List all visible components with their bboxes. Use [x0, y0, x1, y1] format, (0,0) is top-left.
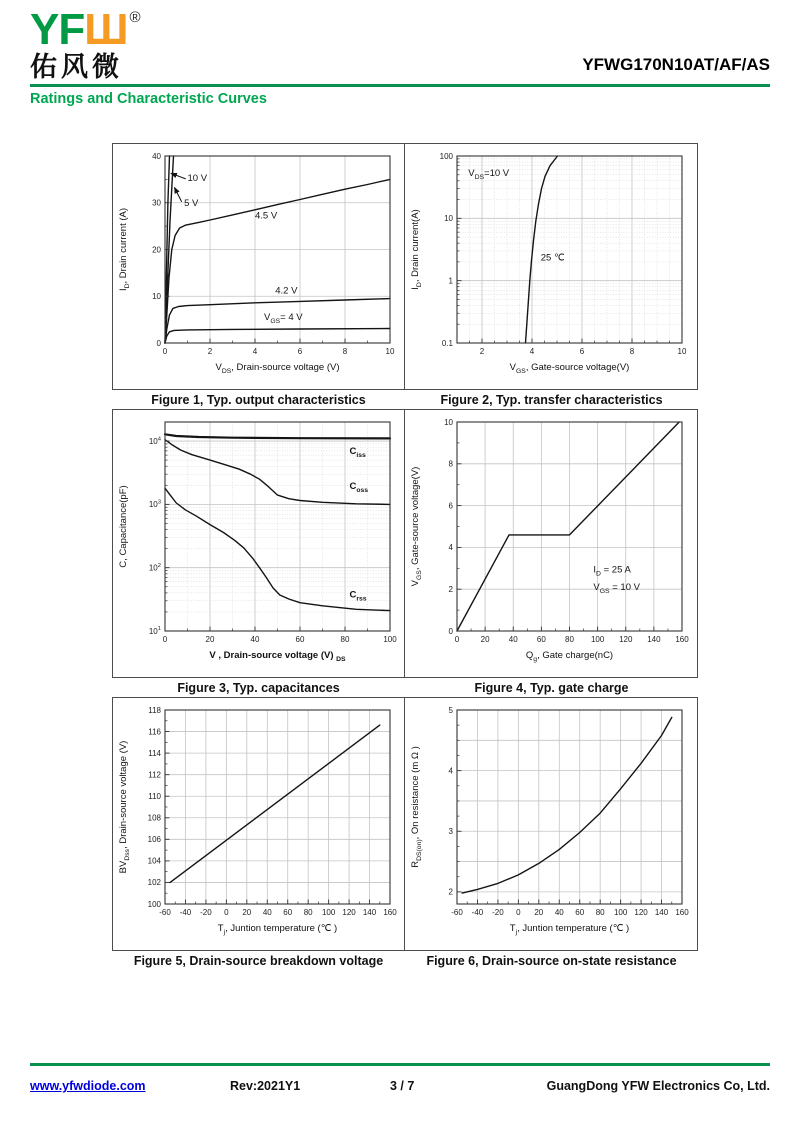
svg-text:114: 114	[148, 748, 161, 758]
figure-row-2	[112, 409, 698, 678]
svg-text:100: 100	[321, 908, 336, 917]
svg-text:104: $10^4$	[148, 436, 161, 446]
svg-text:60: 60	[575, 908, 585, 917]
svg-text:160: 160	[383, 908, 397, 917]
svg-text:10: 10	[385, 347, 395, 356]
svg-text:8: 8	[629, 347, 635, 356]
caption-row-2	[112, 678, 698, 697]
svg-text:20: 20	[242, 908, 252, 917]
company-name: GuangDong YFW Electronics Co, Ltd.	[546, 1079, 770, 1093]
svg-text:VDS=10 V: $V_{DS}=10$ V	[468, 167, 510, 181]
svg-text:100: 100	[590, 635, 605, 644]
svg-text:10: 10	[152, 292, 161, 302]
svg-text:80: 80	[303, 908, 313, 917]
svg-text:140: 140	[647, 635, 661, 644]
logo-yf-text: YF	[30, 5, 85, 54]
svg-text:4: 4	[529, 347, 535, 356]
figure-3-cell	[113, 410, 404, 677]
svg-text:112: 112	[148, 770, 161, 780]
svg-text:120: 120	[619, 635, 633, 644]
svg-text:20: 20	[205, 635, 215, 644]
svg-text:118: 118	[148, 705, 161, 715]
figure-3-caption: Figure 3, Typ. capacitances	[177, 681, 340, 695]
figure-6-chart	[405, 698, 696, 950]
svg-text:C, Capacitance(pF): C, Capacitance(pF)	[118, 485, 129, 568]
svg-text:2: 2	[448, 887, 453, 897]
svg-text:30: 30	[152, 198, 161, 208]
page-number: 3 / 7	[390, 1079, 415, 1093]
svg-text:40: 40	[152, 151, 161, 161]
svg-text:6: 6	[579, 347, 585, 356]
svg-text:ID = 25 A: $I_D = 25$ A	[593, 564, 631, 578]
figure-6-cell	[404, 698, 695, 950]
svg-text:60: 60	[283, 908, 293, 917]
svg-text:60: 60	[295, 635, 305, 644]
svg-text:0: 0	[162, 347, 168, 356]
figure-1-cell	[113, 144, 404, 389]
figure-1-chart	[113, 144, 404, 389]
svg-text:60: 60	[536, 635, 546, 644]
logo-chinese-text: 佑风微	[30, 52, 123, 82]
svg-text:BVDss, Drain-source voltage (V: $BV_{Dss}$, Drain-source voltage (V)	[118, 740, 131, 874]
registered-trademark-icon: ®	[129, 9, 140, 26]
svg-text:8: 8	[342, 347, 348, 356]
figure-2-caption: Figure 2, Typ. transfer characteristics	[440, 393, 663, 407]
svg-text:40: 40	[250, 635, 260, 644]
svg-text:2: 2	[479, 347, 485, 356]
svg-text:0.1: 0.1	[441, 338, 453, 348]
svg-text:101: $10^1$	[148, 626, 161, 636]
svg-text:ID, Drain current (A): $I_D$, Drain current (A)	[118, 207, 131, 292]
svg-text:0: 0	[156, 338, 161, 348]
svg-text:-40: -40	[471, 908, 484, 917]
svg-text:-40: -40	[179, 908, 192, 917]
svg-text:80: 80	[595, 908, 605, 917]
svg-text:20: 20	[480, 635, 490, 644]
figure-5-cell	[113, 698, 404, 950]
svg-text:140: 140	[654, 908, 669, 917]
svg-text:20: 20	[534, 908, 544, 917]
svg-text:104: 104	[147, 856, 161, 866]
caption-row-3	[112, 951, 698, 970]
svg-text:6: 6	[297, 347, 303, 356]
svg-text:40: 40	[262, 908, 272, 917]
svg-text:120: 120	[634, 908, 648, 917]
svg-text:-20: -20	[200, 908, 212, 917]
website-link[interactable]: www.yfwdiode.com	[30, 1079, 146, 1093]
svg-text:Coss: $C_{oss}$	[349, 480, 369, 494]
svg-text:20: 20	[152, 245, 161, 255]
figure-5-caption: Figure 5, Drain-source breakdown voltage	[133, 954, 384, 968]
svg-text:100: 100	[383, 635, 397, 644]
figures-grid	[0, 143, 800, 970]
svg-text:10: 10	[444, 214, 453, 224]
figure-4-cell	[404, 410, 695, 677]
svg-text:103: $10^3$	[148, 499, 161, 510]
svg-text:VGS = 10 V: $V_{GS} = 10$ V	[593, 582, 640, 596]
svg-text:VGS, Gate-source voltage(V): $V_{GS}$, Gate-source voltage(V)	[410, 466, 423, 587]
svg-text:100: 100	[439, 151, 453, 161]
svg-text:0: 0	[516, 908, 521, 917]
svg-text:Qg, Gate charge(nC): $Q_g$, Gate charge(nC)	[525, 650, 614, 663]
svg-text:RDS(on), On resistance (m Ω ): $R_{DS(on)}$, On resistance (m Ω )	[410, 746, 423, 868]
svg-text:6: 6	[448, 501, 453, 511]
svg-text:160: 160	[675, 635, 689, 644]
svg-text:Tj, Juntion temperature (℃ ): $T_j$, Juntion temperature (℃ )	[217, 923, 338, 936]
svg-text:-60: -60	[159, 908, 171, 917]
svg-text:0: 0	[224, 908, 229, 917]
svg-text:108: 108	[147, 813, 161, 823]
svg-text:Ciss: $C_{iss}$	[349, 446, 366, 460]
svg-text:VGS, Gate-source voltage(V): $V_{GS}$, Gate-source voltage(V)	[509, 362, 630, 375]
svg-text:0: 0	[448, 626, 453, 636]
figure-6-caption: Figure 6, Drain-source on-state resistance	[426, 954, 677, 968]
svg-text:106: 106	[147, 835, 161, 845]
svg-text:4.2 V: 4.2 V	[275, 285, 298, 297]
footer	[30, 1063, 770, 1093]
header	[0, 0, 800, 81]
svg-text:4: 4	[448, 543, 453, 553]
figure-2-chart	[405, 144, 696, 389]
svg-text:80: 80	[340, 635, 350, 644]
svg-text:80: 80	[565, 635, 574, 644]
figure-row-1	[112, 143, 698, 390]
part-number: YFWG170N10AT/AF/AS	[582, 55, 770, 74]
svg-text:VDS, Drain-source voltage (V): $V_{DS}$, Drain-source voltage (V)	[215, 362, 340, 375]
revision-label: Rev:2021Y1	[230, 1079, 301, 1093]
logo-w-text: Ш	[84, 5, 128, 54]
svg-text:2: 2	[207, 347, 213, 356]
figure-4-caption: Figure 4, Typ. gate charge	[474, 681, 629, 695]
svg-text:110: 110	[148, 792, 161, 802]
svg-text:4.5 V: 4.5 V	[255, 210, 278, 222]
section-title: Ratings and Characteristic Curves	[30, 91, 267, 107]
svg-text:40: 40	[508, 635, 518, 644]
svg-text:25 ℃: 25 ℃	[540, 252, 565, 264]
figure-2-cell	[404, 144, 695, 389]
svg-text:1: 1	[448, 276, 453, 286]
svg-text:10: 10	[444, 417, 453, 427]
svg-text:160: 160	[675, 908, 689, 917]
header-rule	[30, 84, 770, 87]
svg-text:3: 3	[448, 827, 453, 837]
caption-row-1	[112, 390, 698, 409]
svg-text:Crss: $C_{rss}$	[349, 589, 367, 603]
svg-text:5 V: 5 V	[184, 198, 199, 210]
svg-text:VGS= 4 V: $V_{GS}= 4$ V	[264, 312, 303, 325]
svg-text:100: 100	[147, 899, 161, 909]
logo-wordmark	[30, 5, 140, 54]
svg-text:-60: -60	[451, 908, 463, 917]
svg-text:V , Drain-source voltage (V) D: V , Drain-source voltage (V) $_{DS}$	[209, 650, 346, 663]
svg-text:10 V: 10 V	[187, 173, 208, 185]
svg-text:4: 4	[448, 766, 453, 776]
svg-text:Tj, Juntion temperature (℃ ): $T_j$, Juntion temperature (℃ )	[509, 923, 630, 936]
svg-text:116: 116	[148, 727, 161, 737]
svg-text:-20: -20	[492, 908, 504, 917]
footer-row	[30, 1066, 770, 1093]
svg-text:102: 102	[147, 878, 161, 888]
figure-4-chart	[405, 410, 696, 677]
svg-text:4: 4	[252, 347, 258, 356]
svg-text:0: 0	[162, 635, 168, 644]
svg-text:ID, Drain current(A): $I_D$, Drain current(A)	[410, 209, 423, 290]
svg-text:140: 140	[362, 908, 377, 917]
figure-5-chart	[113, 698, 404, 950]
svg-text:40: 40	[554, 908, 564, 917]
svg-text:5: 5	[448, 705, 453, 715]
svg-text:120: 120	[342, 908, 356, 917]
svg-text:8: 8	[448, 459, 453, 469]
svg-text:2: 2	[448, 585, 453, 594]
svg-text:10: 10	[677, 347, 687, 356]
figure-row-3	[112, 697, 698, 951]
svg-text:102: $10^2$	[148, 562, 161, 573]
svg-text:100: 100	[613, 908, 628, 917]
figure-1-caption: Figure 1, Typ. output characteristics	[151, 393, 366, 407]
figure-3-chart	[113, 410, 404, 677]
svg-text:0: 0	[454, 635, 460, 644]
